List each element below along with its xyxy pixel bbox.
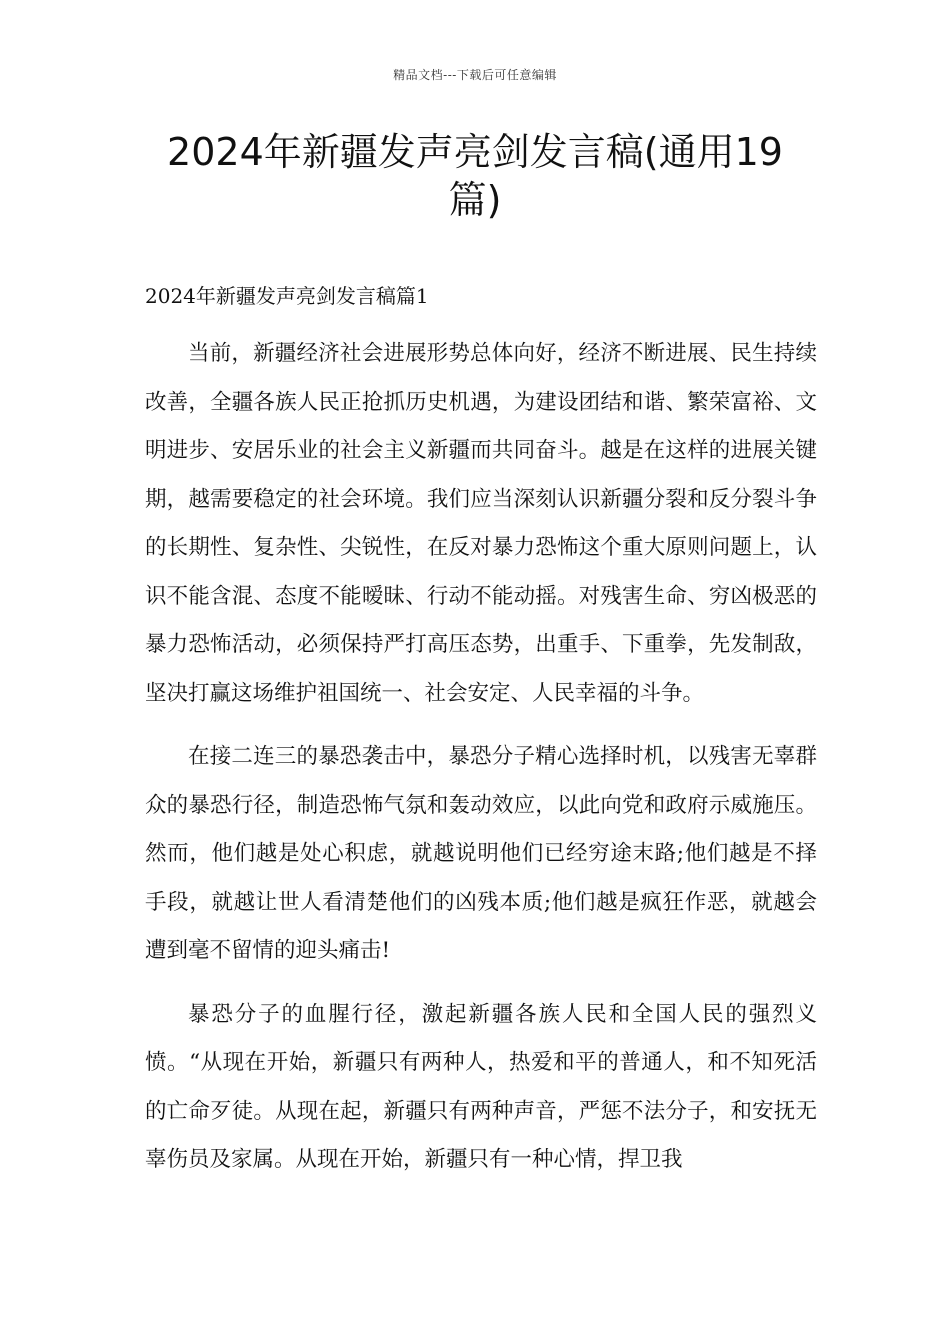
section-heading: 2024年新疆发声亮剑发言稿篇1 <box>145 284 429 308</box>
paragraph-3: 暴恐分子的血腥行径，激起新疆各族人民和全国人民的强烈义愤。“从现在开始，新疆只有两种人，热爱和平的普通人，和不知死活的亡命歹徒。从现在起，新疆只有两种声音，严惩不法分子，和安抚无辜伤员及家属。从现在开始，新疆只有一种心情，捍卫我 <box>145 1001 817 1172</box>
document-title: 2024年新疆发声亮剑发言稿(通用19篇) <box>167 130 783 222</box>
paragraph-1: 当前，新疆经济社会进展形势总体向好，经济不断进展、民生持续改善，全疆各族人民正抢抓历史机遇，为建设团结和谐、繁荣富裕、文明进步、安居乐业的社会主义新疆而共同奋斗。越是在这样的进展关键期，越需要稳定的社会环境。我们应当深刻认识新疆分裂和反分裂斗争的长期性、复杂性、尖锐性，在反对暴力恐怖这个重大原则问题上，认识不能含混、态度不能暧昧、行动不能动摇。对残害生命、穷凶极恶的暴力恐怖活动，必须保持严打高压态势，出重手、下重拳，先发制敌，坚决打赢这场维护祖国统一、社会安定、人民幸福的斗争。 <box>145 341 817 706</box>
paragraph-2: 在接二连三的暴恐袭击中，暴恐分子精心选择时机，以残害无辜群众的暴恐行径，制造恐怖气氛和轰动效应，以此向党和政府示威施压。然而，他们越是处心积虑，就越说明他们已经穷途末路;他们越是不择手段，就越让世人看清楚他们的凶残本质;他们越是疯狂作恶，就越会遭到毫不留情的迎头痛击! <box>145 744 817 963</box>
body-text <box>145 330 817 1200</box>
header-note: 精品文档---下载后可任意编辑 <box>393 68 557 82</box>
